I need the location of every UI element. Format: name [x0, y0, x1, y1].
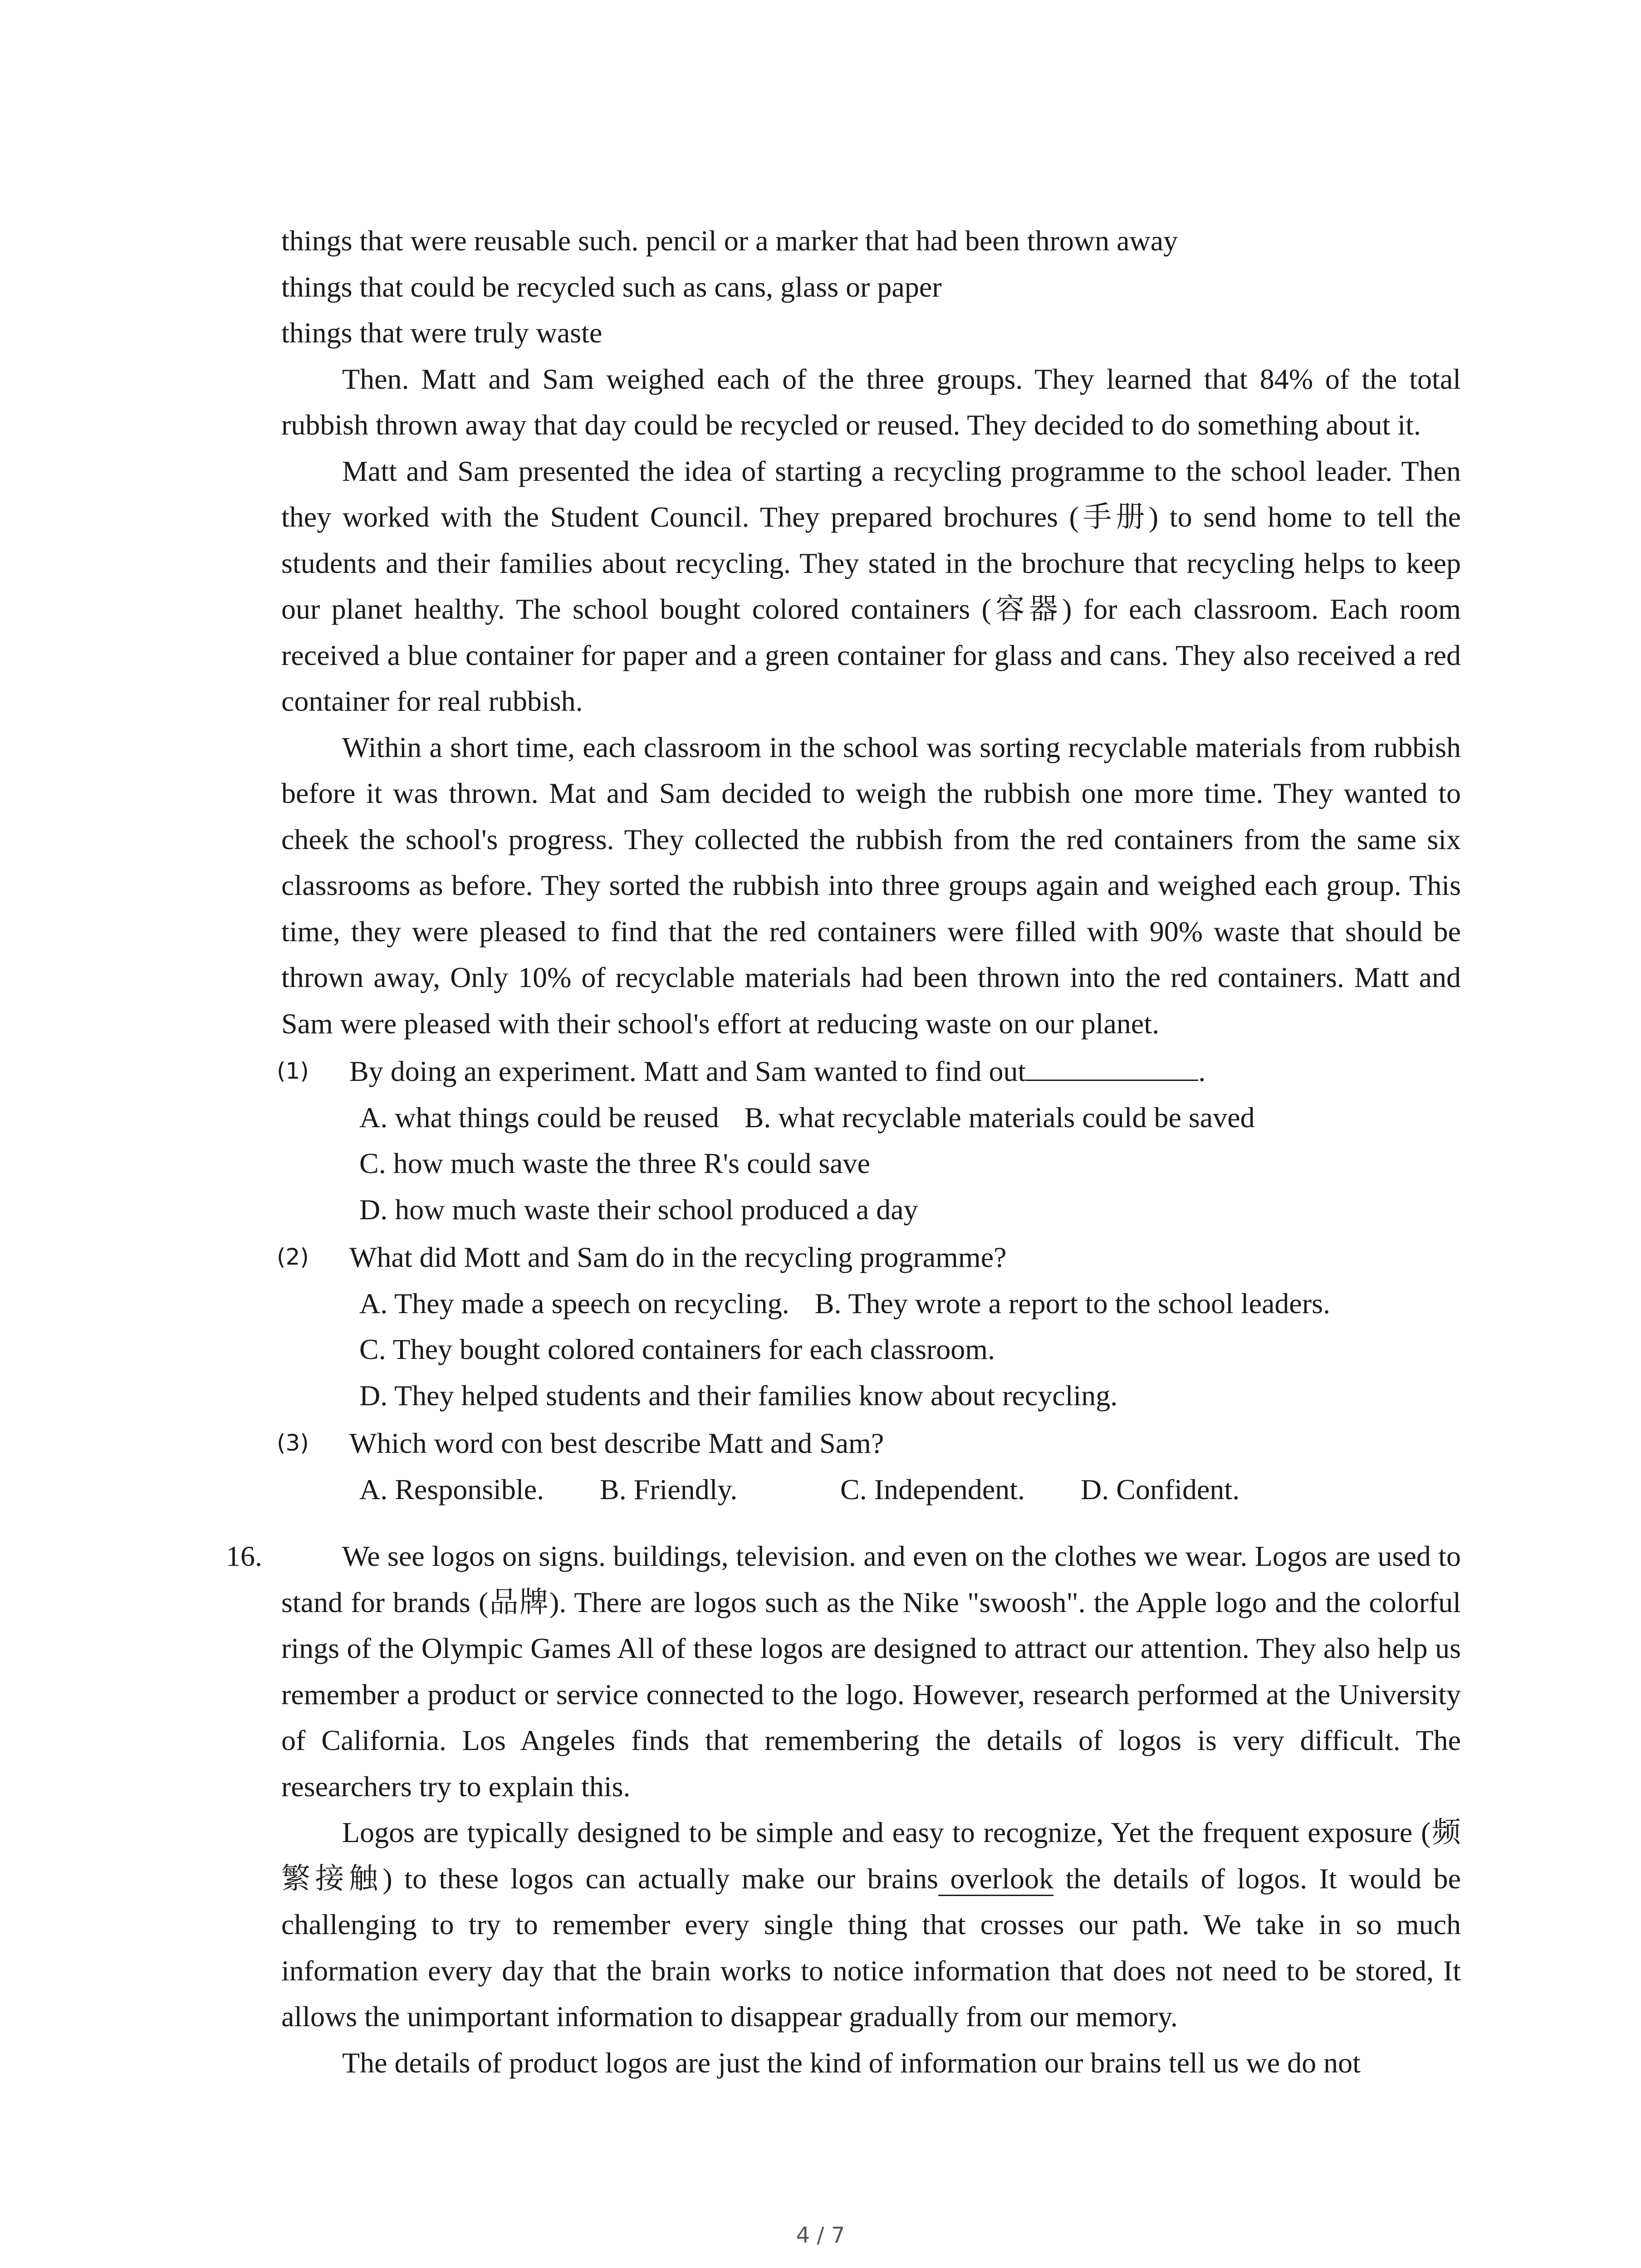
option-b: B. They wrote a report to the school leaders.: [814, 1287, 1331, 1320]
option-a: A. They made a speech on recycling.: [359, 1287, 789, 1320]
option-c: C. They bought colored containers for each classroom.: [359, 1333, 995, 1365]
question-stem: [281, 1048, 1461, 1095]
option-d: D. Confident.: [1081, 1473, 1240, 1505]
answer-blank: [1026, 1052, 1198, 1081]
question-1: [277, 1048, 1461, 1232]
option-b: B. what recyclable materials could be saved: [744, 1101, 1255, 1134]
list-item: things that could be recycled such as cans, glass or paper: [281, 270, 942, 303]
paragraph-text: Logos are typically designed to be simple and easy to recognize, Yet the frequent exposure (频繁接触) to these logos can actually make our brains: [281, 1816, 1461, 1895]
option-b: B. Friendly.: [600, 1473, 738, 1505]
paragraph: Then. Matt and Sam weighed each of the three groups. They learned that 84% of the total rubbish thrown away that day could be recycled or reused. They decided to do something about it.: [281, 362, 1461, 441]
underlined-word: overlook: [938, 1862, 1053, 1896]
question-stem-end: .: [1198, 1055, 1206, 1087]
question-2: [277, 1234, 1461, 1418]
option-a: A. Responsible.: [359, 1473, 544, 1505]
option-d: D. how much waste their school produced a day: [359, 1193, 918, 1226]
question-number: (1): [277, 1058, 309, 1084]
option-row: [281, 1281, 1461, 1327]
paragraph: We see logos on signs. buildings, television. and even on the clothes we wear. Logos are used to stand for brands (品牌). There are logos such as the Nike "swoosh". the Apple logo and the colorful rings of the Olympic Games All of these logos are designed to attract our attention. They also help us remember a product or service connected to the logo. However, research performed at the University of California. Los Angeles finds that remembering the details of logos is very difficult. The researchers try to explain this.: [281, 1540, 1461, 1803]
list-item: things that were truly waste: [281, 317, 603, 349]
page-indicator: 4 / 7: [796, 2223, 845, 2248]
paragraph: Within a short time, each classroom in the school was sorting recyclable materials from rubbish before it was thrown. Mat and Sam decided to weigh the rubbish one more time. They wanted to cheek the school's progress. They collected the rubbish from the red containers from the same six classrooms as before. They sorted the rubbish into three groups again and weighed each group. This time, they were pleased to find that the red containers were filled with 90% waste that should be thrown away, Only 10% of recyclable materials had been thrown into the red containers. Matt and Sam were pleased with their school's effort at reducing waste on our planet.: [281, 731, 1461, 1040]
passage-16: [226, 1533, 1461, 2086]
question-stem: What did Mott and Sam do in the recycling programme?: [349, 1241, 1007, 1273]
option-d: D. They helped students and their families know about recycling.: [359, 1379, 1118, 1412]
paragraph: [281, 1809, 1461, 2040]
question-number: (2): [277, 1244, 309, 1270]
page-content: [226, 218, 1461, 2086]
question-stem-text: By doing an experiment. Matt and Sam wanted to find out: [349, 1055, 1026, 1087]
paragraph: Matt and Sam presented the idea of starting a recycling programme to the school leader. Then they worked with the Student Council. They prepared brochures (手册) to send home to tell the students and their families about recycling. They stated in the brochure that recycling helps to keep our planet healthy. The school bought colored containers (容器) for each classroom. Each room received a blue container for paper and a green container for glass and cans. They also received a red container for real rubbish.: [281, 455, 1461, 717]
option-c: C. how much waste the three R's could save: [359, 1147, 870, 1179]
option-row: [281, 1466, 1461, 1513]
list-item: things that were reusable such. pencil or a marker that had been thrown away: [281, 225, 1178, 257]
item-number: 16.: [226, 1540, 262, 1572]
paragraph-text: the details of logos. It would be challenging to try to remember every single thing that crosses our path. We take in so much information every day that the brain works to notice information that does not need to be stored, It allows the unimportant information to disappear gradually from our memory.: [281, 1862, 1461, 2033]
paragraph: The details of product logos are just the kind of information our brains tell us we do not: [342, 2046, 1361, 2079]
option-a: A. what things could be reused: [359, 1101, 719, 1134]
option-row: [281, 1095, 1461, 1141]
question-3: [277, 1420, 1461, 1512]
question-number: (3): [277, 1430, 309, 1456]
question-stem: Which word con best describe Matt and Sam?: [349, 1427, 884, 1459]
option-c: C. Independent.: [840, 1473, 1025, 1505]
